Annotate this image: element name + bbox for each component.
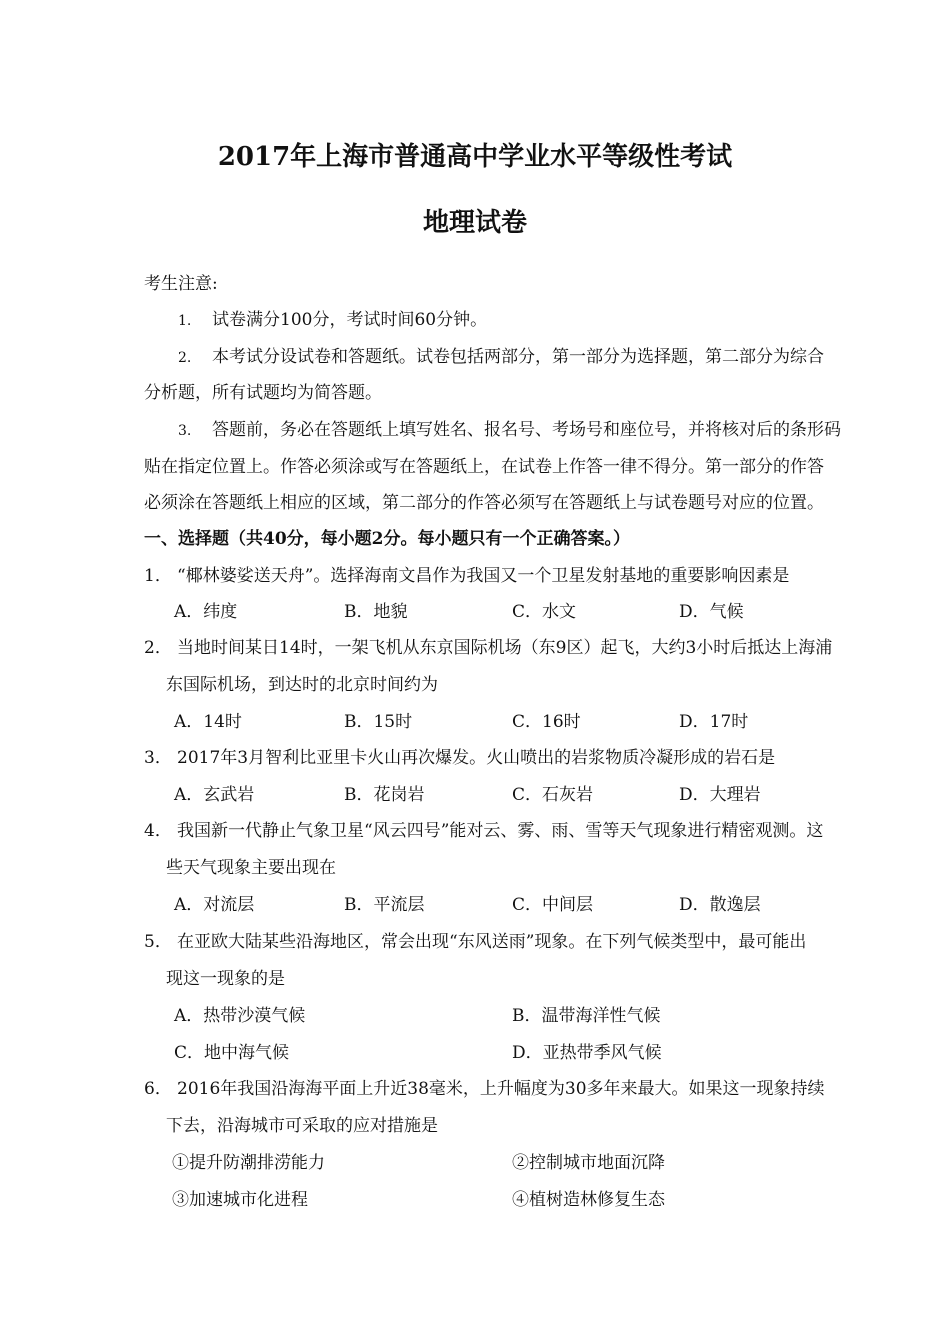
notice-item-2-line-1: 本考试分设试卷和答题纸。试卷包括两部分，第一部分为选择题，第二部分为综合 [212,347,824,367]
notice-item-3-line-3: 必须涂在答题纸上相应的区域，第二部分的作答必须写在答题纸上与试卷题号对应的位置。 [144,493,824,513]
question-5-option-b: B．温带海洋性气候 [512,1006,661,1026]
question-4-text-line-1: 我国新一代静止气象卫星“风云四号”能对云、雾、雨、雪等天气现象进行精密观测。这 [177,821,824,841]
question-4-text-line-2: 些天气现象主要出现在 [166,858,336,878]
question-1-option-d: D．气候 [679,602,744,622]
question-6-text-line-2: 下去，沿海城市可采取的应对措施是 [166,1116,438,1136]
question-5-text-line-1: 在亚欧大陆某些沿海地区，常会出现“东风送雨”现象。在下列气候类型中，最可能出 [177,932,807,952]
exam-subtitle: 地理试卷 [422,208,527,238]
question-2-option-a: A．14时 [174,712,242,732]
question-1-option-b: B．地貌 [344,602,408,622]
question-3-option-c: C．石灰岩 [512,785,594,805]
question-5-number: 5． [144,932,172,952]
notice-heading: 考生注意: [144,274,218,294]
question-1-number: 1． [144,566,172,586]
question-5-option-c: C．地中海气候 [174,1043,290,1063]
question-5-text-line-2: 现这一现象的是 [166,969,285,989]
question-1-option-a: A．纬度 [174,602,238,622]
question-2-text-line-2: 东国际机场，到达时的北京时间约为 [166,675,438,695]
question-4-option-c: C．中间层 [512,895,594,915]
question-6-statement-2: ②控制城市地面沉降 [512,1153,665,1173]
question-4-option-d: D．散逸层 [679,895,761,915]
question-3-text: 2017年3月智利比亚里卡火山再次爆发。火山喷出的岩浆物质冷凝形成的岩石是 [177,748,776,768]
notice-item-2-number: 2. [178,350,192,366]
question-6-statement-3: ③加速城市化进程 [172,1190,308,1210]
question-4-number: 4． [144,821,172,841]
exam-title: 2017年上海市普通高中学业水平等级性考试 [217,142,733,172]
question-4-option-a: A．对流层 [174,895,255,915]
question-2-text-line-1: 当地时间某日14时，一架飞机从东京国际机场（东9区）起飞，大约3小时后抵达上海浦 [177,638,833,658]
question-3-option-d: D．大理岩 [679,785,761,805]
question-3-option-a: A．玄武岩 [174,785,255,805]
section-heading: 一、选择题（共40分，每小题2分。每小题只有一个正确答案。） [144,529,630,549]
question-6-text-line-1: 2016年我国沿海海平面上升近38毫米，上升幅度为30多年来最大。如果这一现象持续 [177,1079,825,1099]
question-2-number: 2． [144,638,172,658]
notice-item-3-line-2: 贴在指定位置上。作答必须涂或写在答题纸上，在试卷上作答一律不得分。第一部分的作答 [144,457,824,477]
notice-item-1-number: 1. [178,313,192,329]
question-2-option-b: B．15时 [344,712,413,732]
notice-item-1: 试卷满分100分，考试时间60分钟。 [212,310,488,330]
question-6-number: 6． [144,1079,172,1099]
question-6-statement-1: ①提升防潮排涝能力 [172,1153,325,1173]
question-4-option-b: B．平流层 [344,895,425,915]
question-5-option-a: A．热带沙漠气候 [174,1006,306,1026]
question-3-number: 3． [144,748,172,768]
question-3-option-b: B．花岗岩 [344,785,425,805]
notice-item-2-line-2: 分析题，所有试题均为简答题。 [144,383,382,403]
question-2-option-c: C．16时 [512,712,581,732]
notice-item-3-line-1: 答题前，务必在答题纸上填写姓名、报名号、考场号和座位号，并将核对后的条形码 [212,420,841,440]
question-1-text: “椰林婆娑送天舟”。选择海南文昌作为我国又一个卫星发射基地的重要影响因素是 [177,566,790,586]
question-2-option-d: D．17时 [679,712,749,732]
question-5-option-d: D．亚热带季风气候 [512,1043,662,1063]
question-1-option-c: C．水文 [512,602,577,622]
notice-item-3-number: 3. [178,423,192,439]
question-6-statement-4: ④植树造林修复生态 [512,1190,665,1210]
